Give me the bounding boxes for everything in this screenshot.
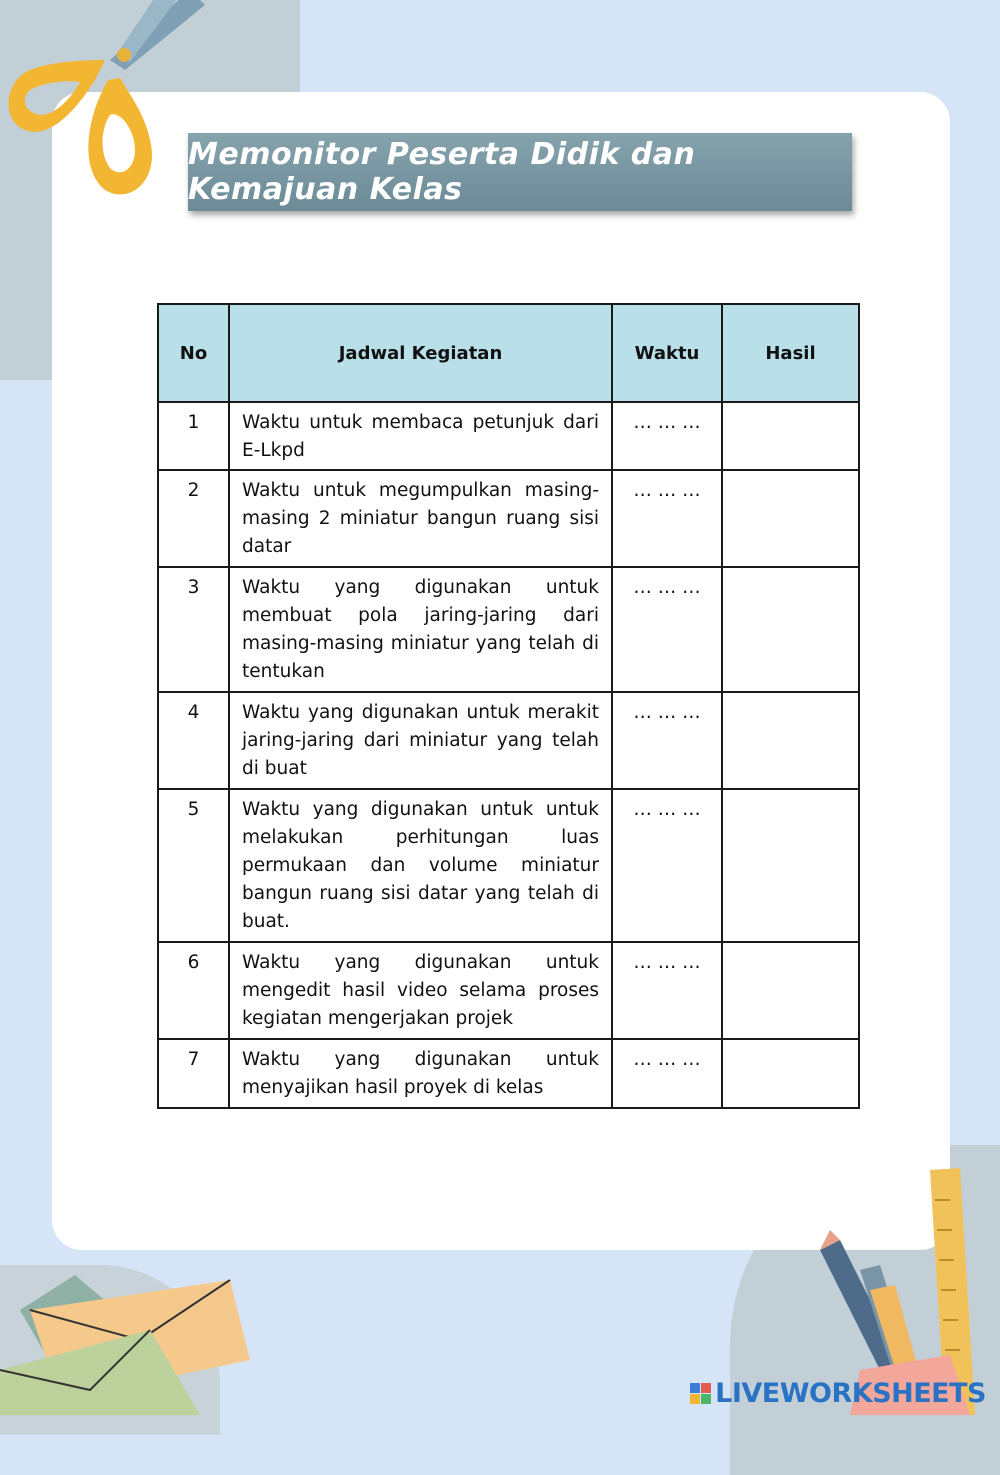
- row-time: … … …: [612, 692, 722, 789]
- row-time: … … …: [612, 470, 722, 567]
- row-activity: Waktu yang digunakan untuk untuk melakukan perhitungan luas permukaan dan volume miniatur bangun ruang sisi datar yang telah di buat.: [229, 789, 612, 942]
- row-number: 5: [158, 789, 229, 942]
- row-result[interactable]: [722, 402, 859, 470]
- table-row: [158, 567, 859, 692]
- header-activity: Jadwal Kegiatan: [229, 304, 612, 402]
- row-result[interactable]: [722, 789, 859, 942]
- stationery-icon: [800, 1160, 1000, 1415]
- scissors-icon: [0, 0, 210, 210]
- header-no: No: [158, 304, 229, 402]
- row-activity: Waktu yang digunakan untuk merakit jaring-jaring dari miniatur yang telah di buat: [229, 692, 612, 789]
- row-time: … … …: [612, 942, 722, 1039]
- liveworksheets-logo[interactable]: [690, 1378, 986, 1409]
- title-banner: [188, 133, 852, 211]
- envelopes-icon: [0, 1270, 260, 1415]
- row-time: … … …: [612, 1039, 722, 1108]
- schedule-table: [157, 303, 860, 1109]
- row-activity: Waktu yang digunakan untuk mengedit hasil video selama proses kegiatan mengerjakan projek: [229, 942, 612, 1039]
- row-result[interactable]: [722, 942, 859, 1039]
- header-result: Hasil: [722, 304, 859, 402]
- row-activity: Waktu untuk membaca petunjuk dari E-Lkpd: [229, 402, 612, 470]
- row-time: … … …: [612, 789, 722, 942]
- row-result[interactable]: [722, 1039, 859, 1108]
- brand-name: LIVEWORKSHEETS: [715, 1378, 986, 1409]
- table-row: [158, 942, 859, 1039]
- table-header-row: [158, 304, 859, 402]
- liveworksheets-mark-icon: [690, 1383, 711, 1404]
- page-title: Memonitor Peserta Didik dan Kemajuan Kelas: [188, 137, 696, 207]
- row-time: … … …: [612, 567, 722, 692]
- table-row: [158, 1039, 859, 1108]
- row-number: 3: [158, 567, 229, 692]
- table-row: [158, 470, 859, 567]
- row-result[interactable]: [722, 470, 859, 567]
- row-activity: Waktu yang digunakan untuk menyajikan hasil proyek di kelas: [229, 1039, 612, 1108]
- row-number: 7: [158, 1039, 229, 1108]
- table-row: [158, 402, 859, 470]
- table-row: [158, 789, 859, 942]
- row-result[interactable]: [722, 692, 859, 789]
- header-time: Waktu: [612, 304, 722, 402]
- row-result[interactable]: [722, 567, 859, 692]
- row-number: 6: [158, 942, 229, 1039]
- row-activity: Waktu untuk megumpulkan masing-masing 2 miniatur bangun ruang sisi datar: [229, 470, 612, 567]
- table-row: [158, 692, 859, 789]
- row-time: … … …: [612, 402, 722, 470]
- row-number: 2: [158, 470, 229, 567]
- row-number: 4: [158, 692, 229, 789]
- row-activity: Waktu yang digunakan untuk membuat pola jaring-jaring dari masing-masing miniatur yang telah di tentukan: [229, 567, 612, 692]
- row-number: 1: [158, 402, 229, 470]
